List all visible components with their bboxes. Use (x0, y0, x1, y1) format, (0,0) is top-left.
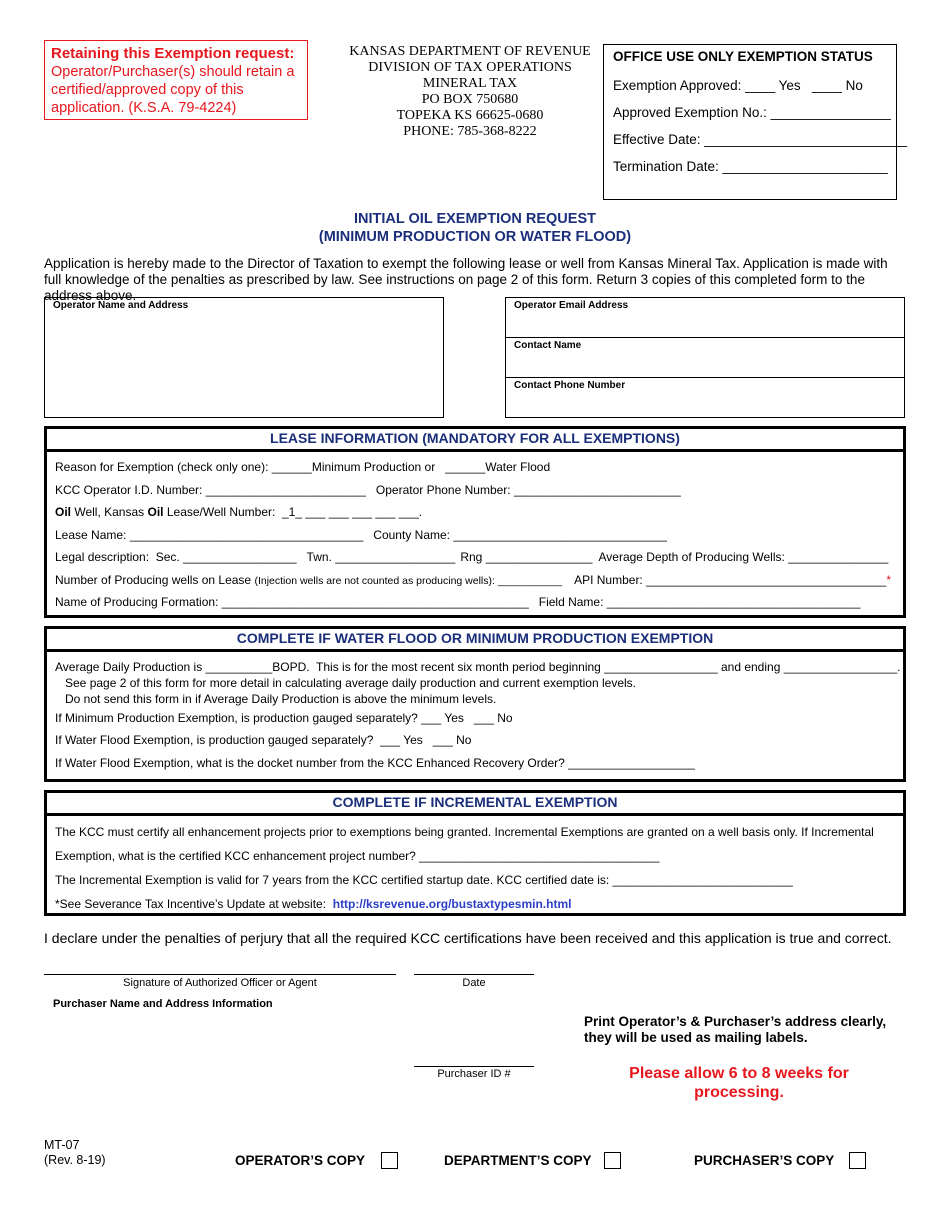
incentive-update-link[interactable]: http://ksrevenue.org/bustaxtypesmin.html (332, 897, 572, 911)
form-code: MT-07 (44, 1138, 80, 1152)
incremental-text: The KCC must certify all enhancement projects prior to exemptions being granted. Incremental Exemptions are granted on a well basis only. If Incremental (55, 825, 874, 839)
lease-information-section (44, 426, 906, 618)
incremental-section (44, 790, 906, 916)
date-line[interactable] (414, 974, 534, 975)
water-flood-gauged-field[interactable]: If Water Flood Exemption, is production gauged separately? ___ Yes ___ No (55, 733, 472, 747)
incentive-update-row (55, 892, 893, 916)
office-use-title: OFFICE USE ONLY EXEMPTION STATUS (613, 49, 873, 64)
county-name-field[interactable]: County Name: ________________________________ (373, 527, 667, 542)
department-address (320, 44, 620, 140)
production-note-1: See page 2 of this form for more detail in calculating average daily production and current exemption levels. (55, 675, 636, 690)
kcc-operator-id-field[interactable]: KCC Operator I.D. Number: ________________________ (55, 482, 366, 497)
form-title (0, 210, 950, 246)
legal-sec-field[interactable]: Legal description: Sec. _________________ (55, 550, 297, 564)
producing-wells-label: Number of Producing wells on Lease (55, 572, 255, 587)
operator-email-field[interactable] (506, 298, 904, 338)
purchaser-copy-checkbox[interactable] (849, 1152, 866, 1169)
producing-formation-field[interactable]: Name of Producing Formation: ______________________________________________ (55, 595, 529, 609)
contact-name-field[interactable] (506, 338, 904, 378)
dept-line: PO BOX 750680 (421, 92, 519, 107)
reason-for-exemption-field[interactable]: Reason for Exemption (check only one): ______Minimum Production or ______Water Flood (55, 460, 551, 474)
average-depth-field[interactable]: Average Depth of Producing Wells: _______________ (598, 550, 889, 564)
date-label: Date (462, 977, 486, 989)
kcc-certified-date-field[interactable]: The Incremental Exemption is valid for 7 years from the KCC certified startup date. KCC certified date is: ___________________________ (55, 873, 793, 887)
department-copy-checkbox[interactable] (604, 1152, 621, 1169)
operator-copy-label: OPERATOR’S COPY (235, 1153, 366, 1168)
docket-number-field[interactable]: If Water Flood Exemption, what is the docket number from the KCC Enhanced Recovery Order? ___________________ (55, 755, 695, 770)
retain-notice (44, 40, 308, 120)
enhancement-project-number-field[interactable]: Exemption, what is the certified KCC enhancement project number? ____________________________________ (55, 849, 660, 863)
legal-twn-field[interactable]: Twn. __________________ (306, 550, 456, 564)
intro-paragraph: Application is hereby made to the Director of Taxation to exempt the following lease or well from Kansas Mineral Tax. Application is made with full knowledge of the penalties as prescribed by law. See instructions on page 2 of this form. Return 3 copies of this completed form to the address above. (44, 256, 888, 303)
signature-line[interactable] (44, 974, 396, 975)
operator-copy-checkbox[interactable] (381, 1152, 398, 1169)
oil-mid-text: Well, Kansas (71, 505, 148, 519)
effective-date-field[interactable]: Effective Date: ___________________________ (613, 132, 908, 147)
producing-wells-field[interactable] (55, 573, 562, 587)
producing-wells-row (55, 569, 893, 592)
purchaser-id-line[interactable] (414, 1066, 534, 1067)
required-asterisk: * (886, 572, 892, 587)
retain-title: Retaining this Exemption request: (51, 45, 295, 62)
processing-time-note: Please allow 6 to 8 weeks for processing. (629, 1065, 849, 1101)
lease-section-header: LEASE INFORMATION (MANDATORY FOR ALL EXEMPTIONS) (47, 429, 903, 452)
operator-name-address-label: Operator Name and Address (53, 300, 189, 311)
signature-label: Signature of Authorized Officer or Agent (123, 977, 317, 989)
dept-line: PHONE: 785-368-8222 (403, 124, 537, 139)
dept-line: TOPEKA KS 66625-0680 (396, 108, 544, 123)
producing-wells-note: (Injection wells are not counted as producing wells): ___________ (254, 574, 563, 587)
lease-well-number-text: Lease/Well Number: _1_ ___ ___ ___ ___ ___. (163, 505, 423, 519)
exemption-approved-field[interactable]: Exemption Approved: ____ Yes ____ No (613, 78, 863, 93)
operator-name-address-field[interactable] (44, 297, 444, 418)
oil-label: Oil (55, 505, 72, 519)
min-production-gauged-field[interactable]: If Minimum Production Exemption, is production gauged separately? ___ Yes ___ No (55, 710, 513, 725)
office-use-box (603, 44, 908, 200)
form-title-line1: INITIAL OIL EXEMPTION REQUEST (354, 211, 596, 227)
lease-name-row (55, 524, 893, 547)
operator-contact-box (505, 297, 905, 418)
lease-name-field[interactable]: Lease Name: ___________________________________ (55, 527, 364, 542)
approved-exemption-number-field[interactable]: Approved Exemption No.: ________________ (613, 105, 891, 120)
water-flood-section (44, 626, 906, 782)
contact-name-label: Contact Name (514, 340, 582, 351)
production-note-2: Do not send this form in if Average Daily Production is above the minimum levels. (55, 691, 497, 706)
formation-row (55, 591, 893, 614)
department-copy-label: DEPARTMENT’S COPY (444, 1153, 592, 1168)
dept-line: KANSAS DEPARTMENT OF REVENUE (349, 44, 591, 59)
operator-email-label: Operator Email Address (514, 300, 629, 311)
field-name-field[interactable]: Field Name: ______________________________________ (538, 595, 861, 609)
retain-body: Operator/Purchaser(s) should retain a certified/approved copy of this application. (K.S.A. 79-4224) (51, 64, 295, 116)
perjury-declaration: I declare under the penalties of perjury that all the required KCC certifications have been received and this application is true and correct. (44, 930, 892, 946)
dept-line: MINERAL TAX (422, 76, 518, 91)
lease-well-number-field[interactable] (55, 501, 893, 524)
incentive-update-text: *See Severance Tax Incentive’s Update at website: (55, 897, 333, 911)
average-daily-production-field[interactable]: Average Daily Production is __________BOPD. This is for the most recent six month period beginning _________________ and ending _________________. (55, 660, 901, 674)
api-number-field[interactable]: API Number: ____________________________________ (574, 572, 887, 587)
form-revision: (Rev. 8-19) (44, 1153, 106, 1167)
kcc-operator-row (55, 479, 893, 502)
incremental-section-header: COMPLETE IF INCREMENTAL EXEMPTION (47, 793, 903, 816)
termination-date-field[interactable]: Termination Date: ______________________ (613, 159, 888, 174)
contact-phone-label: Contact Phone Number (514, 380, 626, 391)
print-clearly-note: Print Operator’s & Purchaser’s address clearly, they will be used as mailing labels. (584, 1014, 887, 1045)
form-title-line2: (MINIMUM PRODUCTION OR WATER FLOOD) (318, 229, 632, 245)
legal-description-row (55, 546, 893, 569)
oil-label: Oil (147, 505, 164, 519)
purchaser-info-label: Purchaser Name and Address Information (53, 998, 273, 1010)
water-section-header: COMPLETE IF WATER FLOOD OR MINIMUM PRODUCTION EXEMPTION (47, 629, 903, 652)
purchaser-id-label: Purchaser ID # (437, 1068, 511, 1080)
legal-rng-field[interactable]: Rng ________________ (460, 550, 593, 564)
dept-line: DIVISION OF TAX OPERATIONS (368, 60, 572, 75)
contact-phone-field[interactable] (506, 378, 904, 418)
operator-phone-field[interactable]: Operator Phone Number: _________________________ (375, 482, 681, 497)
purchaser-copy-label: PURCHASER’S COPY (694, 1153, 835, 1168)
form-number (44, 1138, 106, 1168)
